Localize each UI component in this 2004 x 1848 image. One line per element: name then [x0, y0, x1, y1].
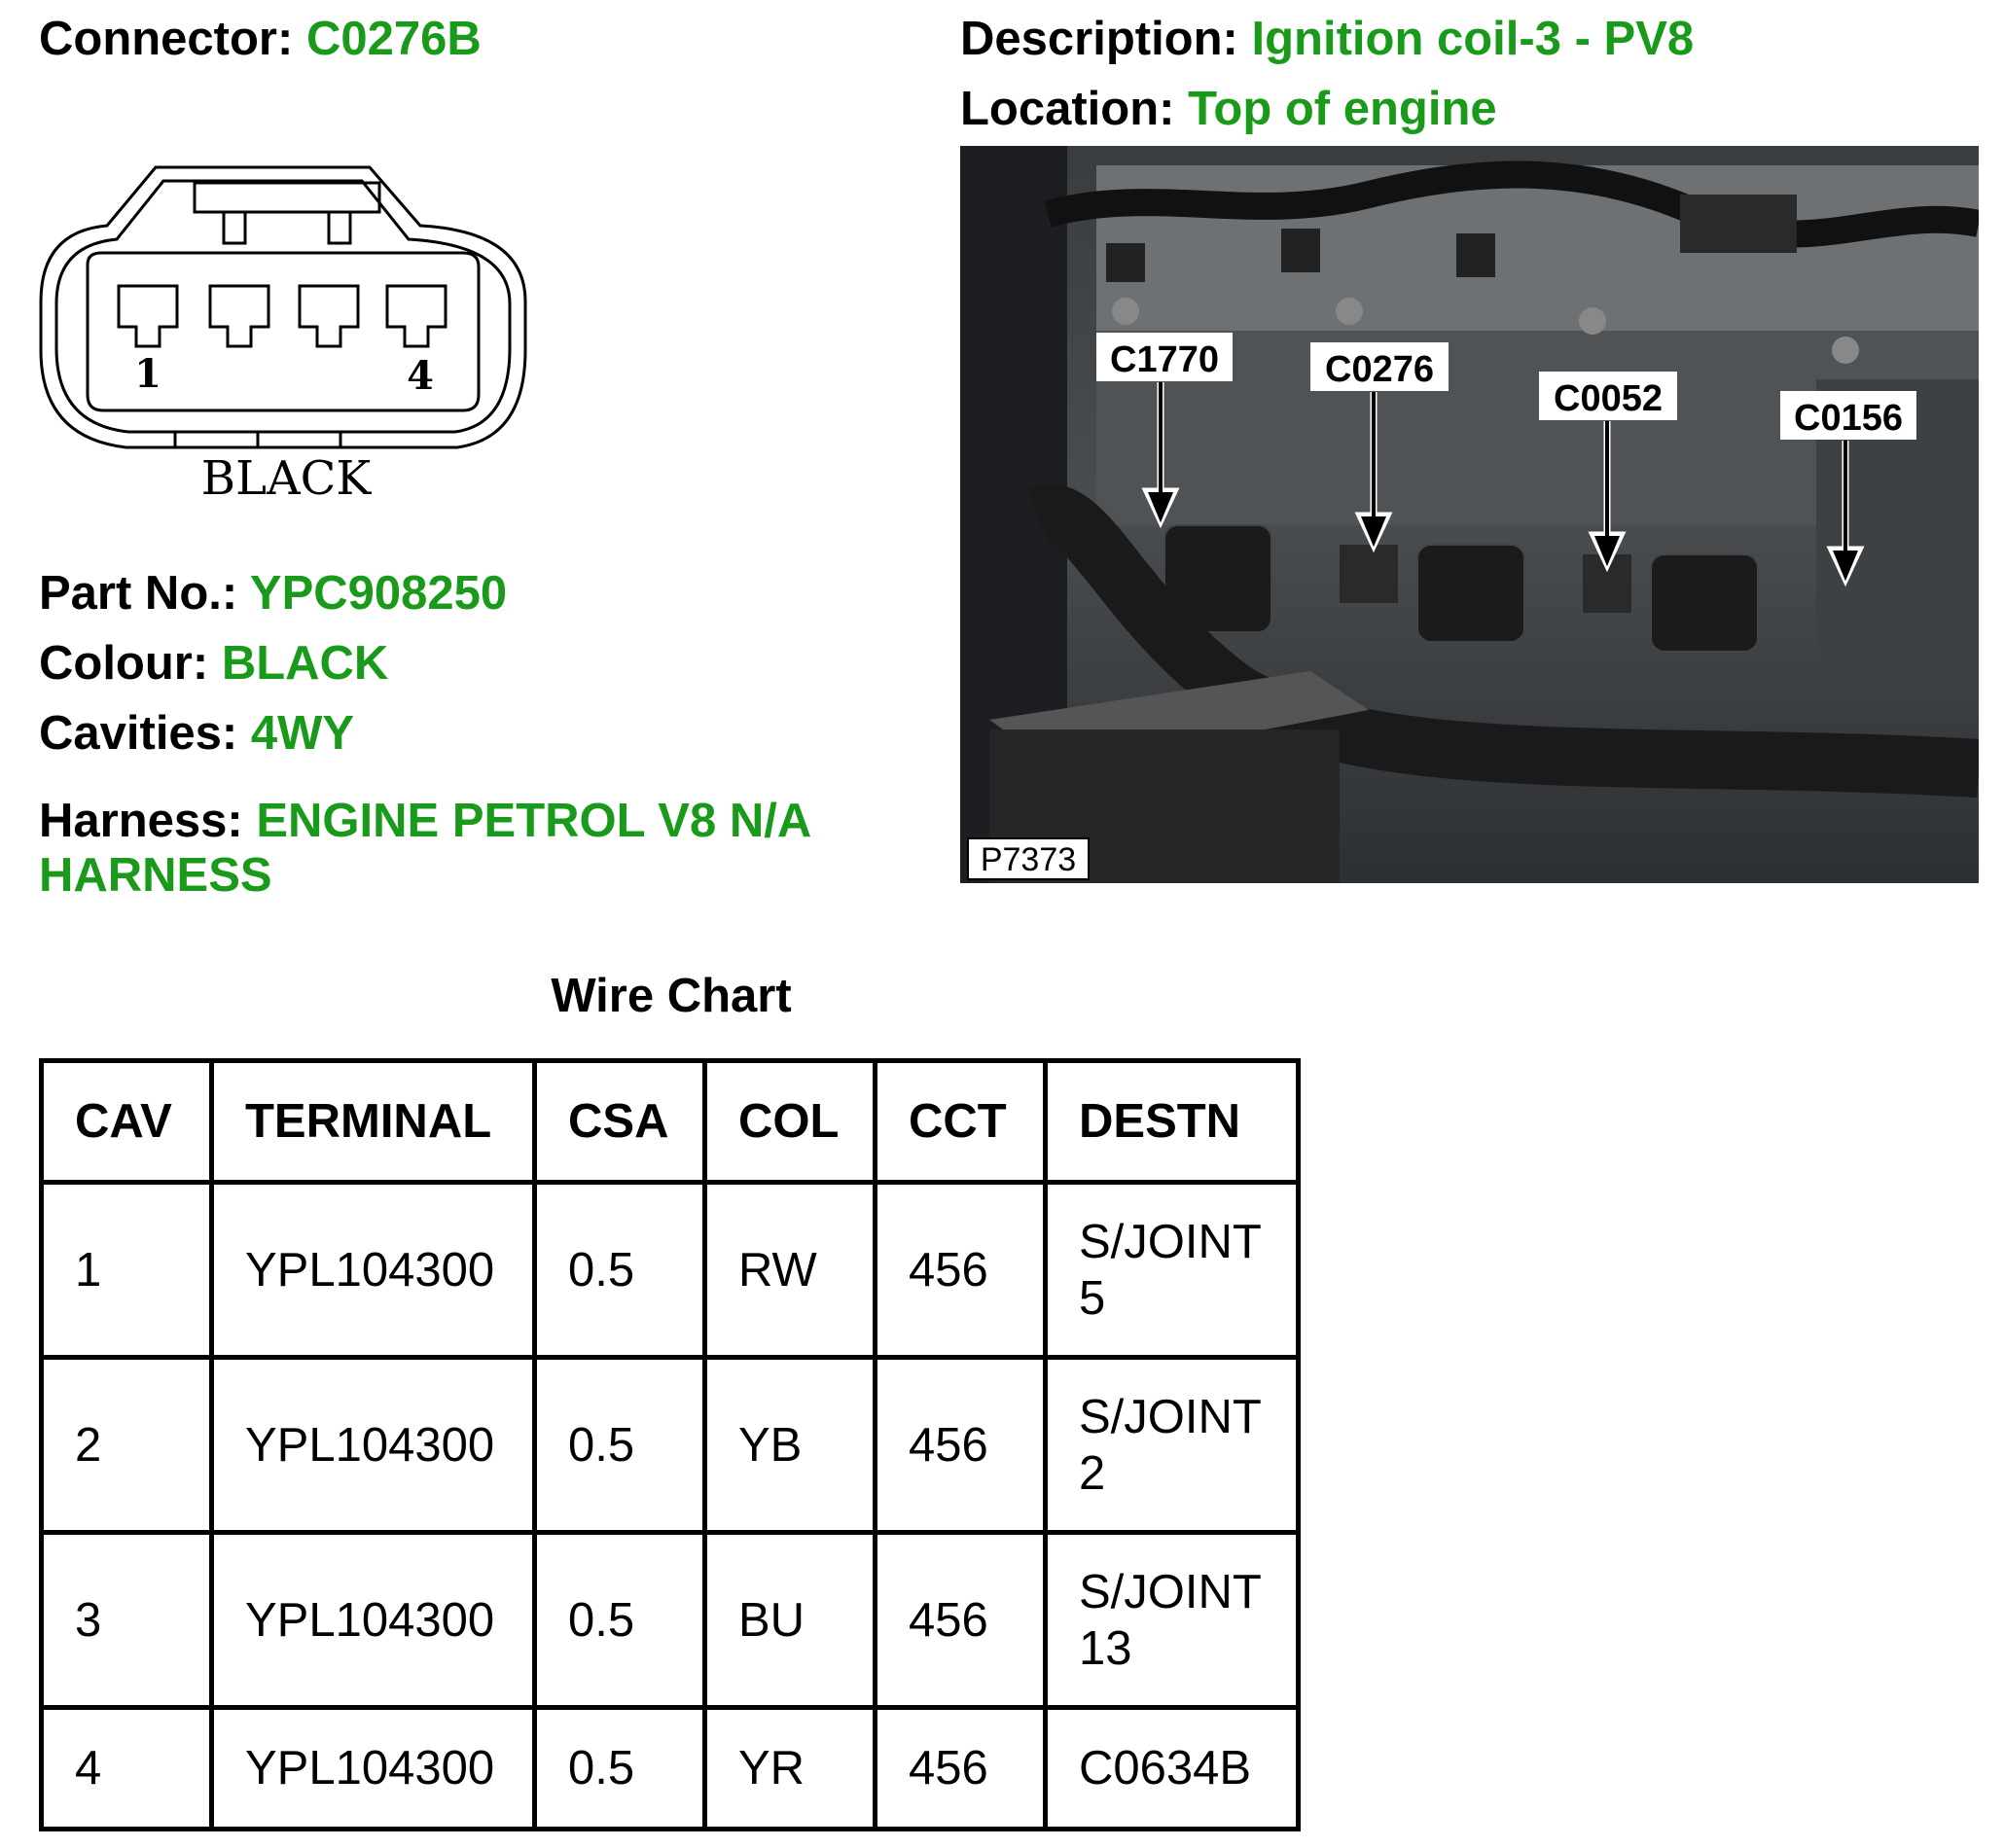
cell-terminal: YPL104300: [212, 1183, 535, 1358]
cell-cav: 2: [42, 1358, 212, 1533]
wire-chart-title: Wire Chart: [551, 970, 792, 1022]
cell-csa: 0.5: [535, 1358, 705, 1533]
harness-value-line2: HARNESS: [39, 849, 272, 902]
cell-col: BU: [705, 1533, 876, 1708]
destn-line-2: 2: [1079, 1446, 1106, 1500]
colour-field: [39, 636, 388, 691]
wire-chart-table: [39, 1058, 1301, 1831]
photo-callout-c0052: C0052: [1554, 378, 1663, 419]
description-field: [960, 12, 1694, 66]
connector-value: C0276B: [305, 13, 482, 65]
colour-label: Colour:: [39, 637, 209, 690]
pin-1-label: 1: [134, 351, 161, 397]
table-row: [42, 1533, 1299, 1708]
description-value: Ignition coil-3 - PV8: [1251, 13, 1695, 65]
col-header-terminal: TERMINAL: [212, 1061, 535, 1183]
cavities-value: 4WY: [250, 707, 355, 760]
cell-cav: 4: [42, 1708, 212, 1830]
table-row: [42, 1183, 1299, 1358]
cell-cav: 3: [42, 1533, 212, 1708]
pin-4-label: 4: [407, 353, 434, 399]
harness-field: [39, 794, 811, 848]
cell-cct: 456: [876, 1708, 1046, 1830]
cell-destn: [1046, 1358, 1299, 1533]
cell-terminal: YPL104300: [212, 1358, 535, 1533]
cell-cav: 1: [42, 1183, 212, 1358]
cell-terminal: YPL104300: [212, 1533, 535, 1708]
destn-line-1: S/JOINT: [1079, 1565, 1262, 1618]
col-header-cct: CCT: [876, 1061, 1046, 1183]
location-field: [960, 82, 1497, 136]
photo-callout-c0276: C0276: [1325, 349, 1434, 390]
cavities-label: Cavities:: [39, 707, 238, 760]
col-header-csa: CSA: [535, 1061, 705, 1183]
cell-terminal: YPL104300: [212, 1708, 535, 1830]
destn-line-2: 13: [1079, 1621, 1132, 1675]
col-header-destn: DESTN: [1046, 1061, 1299, 1183]
cell-cct: 456: [876, 1358, 1046, 1533]
photo-callout-c0156: C0156: [1794, 398, 1903, 439]
harness-field-continued: [39, 848, 272, 903]
photo-callout-c1770: C1770: [1110, 339, 1219, 380]
destn-line-1: S/JOINT: [1079, 1390, 1262, 1443]
part-no-field: [39, 566, 507, 621]
cell-destn: [1046, 1533, 1299, 1708]
cell-csa: 0.5: [535, 1533, 705, 1708]
destn-line-1: C0634B: [1079, 1742, 1252, 1795]
col-header-col: COL: [705, 1061, 876, 1183]
connector-face-diagram: [39, 156, 535, 515]
location-label: Location:: [960, 83, 1175, 135]
table-header-row: [42, 1061, 1299, 1183]
cell-col: RW: [705, 1183, 876, 1358]
cell-csa: 0.5: [535, 1708, 705, 1830]
cell-csa: 0.5: [535, 1183, 705, 1358]
cell-col: YB: [705, 1358, 876, 1533]
cell-destn: [1046, 1183, 1299, 1358]
harness-label: Harness:: [39, 795, 243, 847]
cavities-field: [39, 706, 354, 761]
diagram-colour-label: BLACK: [200, 451, 372, 506]
destn-line-2: 5: [1079, 1271, 1106, 1325]
harness-value-line1: ENGINE PETROL V8 N/A: [256, 795, 812, 847]
connector-field: [39, 12, 482, 66]
table-row: [42, 1708, 1299, 1830]
part-no-value: YPC908250: [249, 567, 508, 620]
col-header-cav: CAV: [42, 1061, 212, 1183]
cell-cct: 456: [876, 1533, 1046, 1708]
photo-reference: P7373: [980, 841, 1077, 878]
cell-destn: [1046, 1708, 1299, 1830]
location-value: Top of engine: [1188, 83, 1497, 135]
description-label: Description:: [960, 13, 1238, 65]
engine-location-photo: [960, 146, 1979, 883]
part-no-label: Part No.:: [39, 567, 238, 620]
destn-line-1: S/JOINT: [1079, 1215, 1262, 1268]
table-row: [42, 1358, 1299, 1533]
colour-value: BLACK: [221, 637, 389, 690]
connector-label: Connector:: [39, 13, 294, 65]
cell-col: YR: [705, 1708, 876, 1830]
cell-cct: 456: [876, 1183, 1046, 1358]
